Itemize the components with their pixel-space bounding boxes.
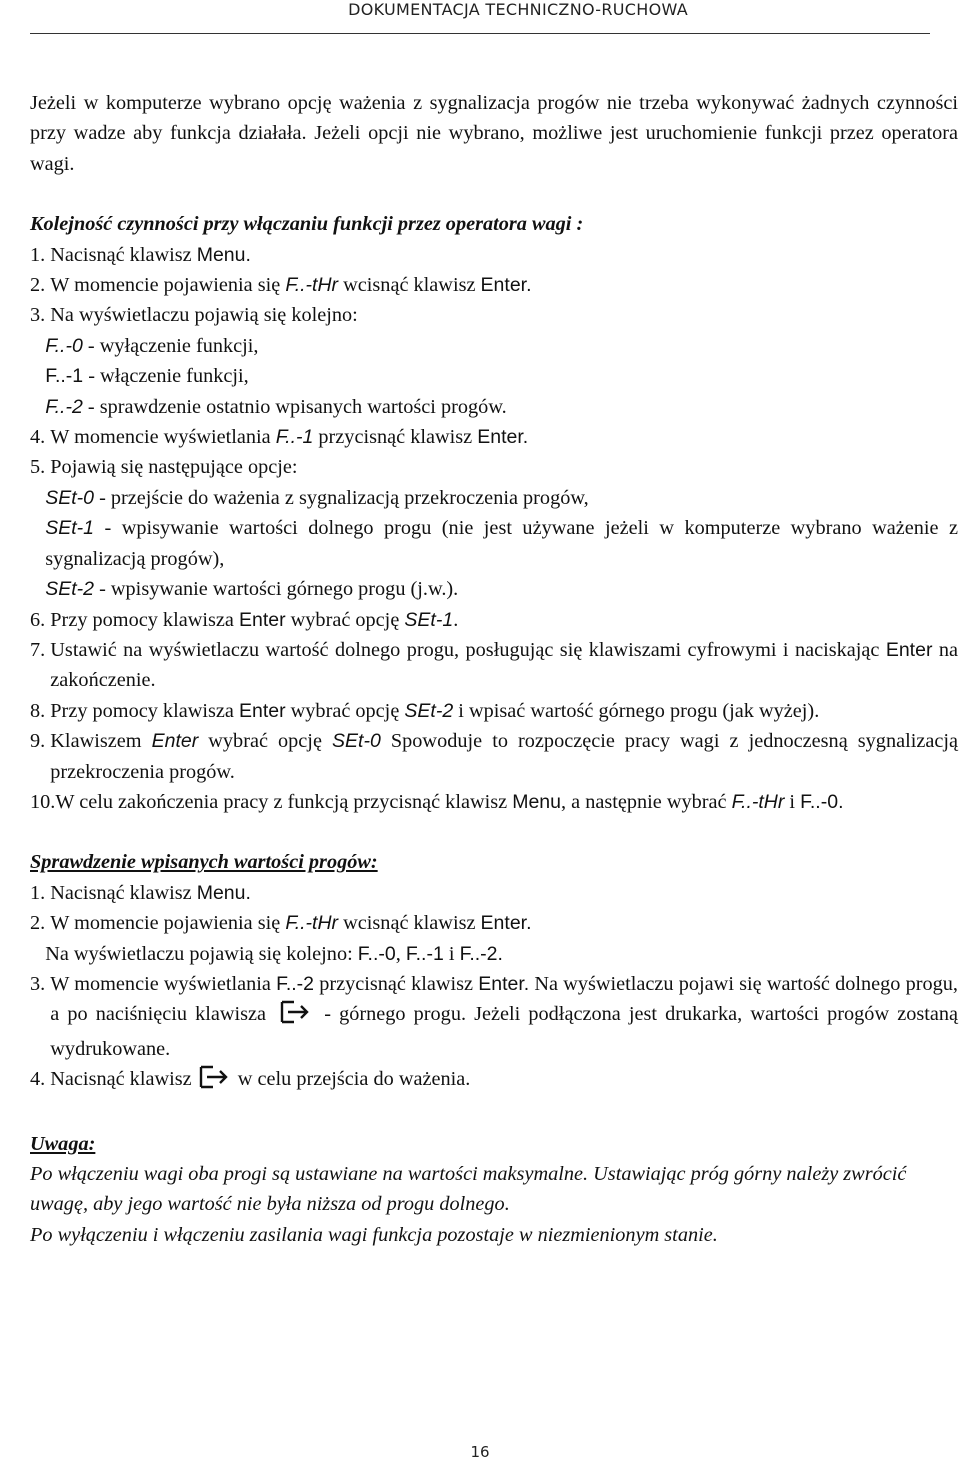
step-10: 10. W celu zakończenia pracy z funkcją przycisnąć klawisz Menu, a następnie wybrać F..-tHr i F..-0. (30, 790, 844, 813)
step-5: 5. Pojawią się następujące opcje: (30, 456, 298, 479)
step-1: 1. Nacisnąć klawisz Menu. (30, 243, 251, 266)
header-divider (30, 33, 930, 34)
option-set1: SEt-1 - wpisywanie wartości dolnego progu (nie jest używane jeżeli w komputerze wybrano ważenie z sygnalizacją progów), (45, 517, 958, 570)
note-line-2: Po wyłączeniu i włączeniu zasilania wagi funkcja pozostaje w niezmienionym stanie. (30, 1223, 718, 1246)
option-set0: SEt-0 - przejście do ważenia z sygnalizacją przekroczenia progów, (45, 486, 589, 509)
page-header (0, 0, 960, 34)
note-line-1: Po włączeniu wagi oba progi są ustawiane na wartości maksymalne. Ustawiając próg górny należy zwrócić uwagę, aby jego wartość nie była niższa od progu dolnego. (30, 1163, 907, 1216)
option-f2: F..-2 - sprawdzenie ostatnio wpisanych wartości progów. (45, 395, 507, 418)
section-heading-enable: Kolejność czynności przy włączaniu funkcji przez operatora wagi : (30, 213, 584, 236)
step-4: 4. W momencie wyświetlania F..-1 przycisnąć klawisz Enter. (30, 426, 529, 449)
step-9: 9. Klawiszem Enter wybrać opcję SEt-0 Spowoduje to rozpoczęcie pracy wagi z jednoczesną sygnalizacją przekroczenia progów. (30, 730, 958, 783)
enter-arrow-icon (280, 1000, 310, 1033)
intro-paragraph: Jeżeli w komputerze wybrano opcję ważenia z sygnalizacja progów nie trzeba wykonywać żadnych czynności przy wadze aby funkcja działała. Jeżeli opcji nie wybrano, możliwe jest uruchomienie funkcji przez operatora wagi. (30, 92, 958, 175)
option-set2: SEt-2 - wpisywanie wartości górnego progu (j.w.). (45, 578, 459, 601)
section-heading-check: Sprawdzenie wpisanych wartości progów: (30, 851, 378, 874)
page-body (30, 88, 958, 1250)
step-8: 8. Przy pomocy klawisza Enter wybrać opcję SEt-2 i wpisać wartość górnego progu (jak wyżej). (30, 699, 820, 722)
note-heading: Uwaga: (30, 1132, 96, 1155)
check-step-4: 4. Nacisnąć klawisz w celu przejścia do ważenia. (30, 1064, 958, 1098)
step-3: 3. Na wyświetlaczu pojawią się kolejno: (30, 304, 358, 327)
check-step-1: 1. Nacisnąć klawisz Menu. (30, 881, 251, 904)
option-f0: F..-0 - wyłączenie funkcji, (45, 334, 259, 357)
step-6: 6. Przy pomocy klawisza Enter wybrać opcję SEt-1. (30, 608, 459, 631)
check-step-2: 2. W momencie pojawienia się F..-tHr wcisnąć klawisz Enter. (30, 912, 532, 935)
step-2: 2. W momencie pojawienia się F..-tHr wcisnąć klawisz Enter. (30, 274, 532, 297)
check-step-2-detail: Na wyświetlaczu pojawią się kolejno: F..-0, F..-1 i F..-2. (45, 942, 503, 965)
check-step-3: 3. W momencie wyświetlania F..-2 przycisnąć klawisz Enter. Na wyświetlaczu pojawi się wartość dolnego progu, a po naciśnięciu klawisza - górnego progu. Jeżeli podłączona jest drukarka, wartości progów zostaną wydrukowane. (30, 972, 959, 1060)
document-title: DOKUMENTACJA TECHNICZNO-RUCHOWA (348, 0, 688, 19)
page-number: 16 (470, 1443, 490, 1461)
step-7: 7. Ustawić na wyświetlaczu wartość dolnego progu, posługując się klawiszami cyfrowymi i naciskając Enter na zakończenie. (30, 638, 958, 692)
enter-arrow-icon (199, 1065, 229, 1098)
option-f1: F..-1 - włączenie funkcji, (45, 365, 249, 388)
